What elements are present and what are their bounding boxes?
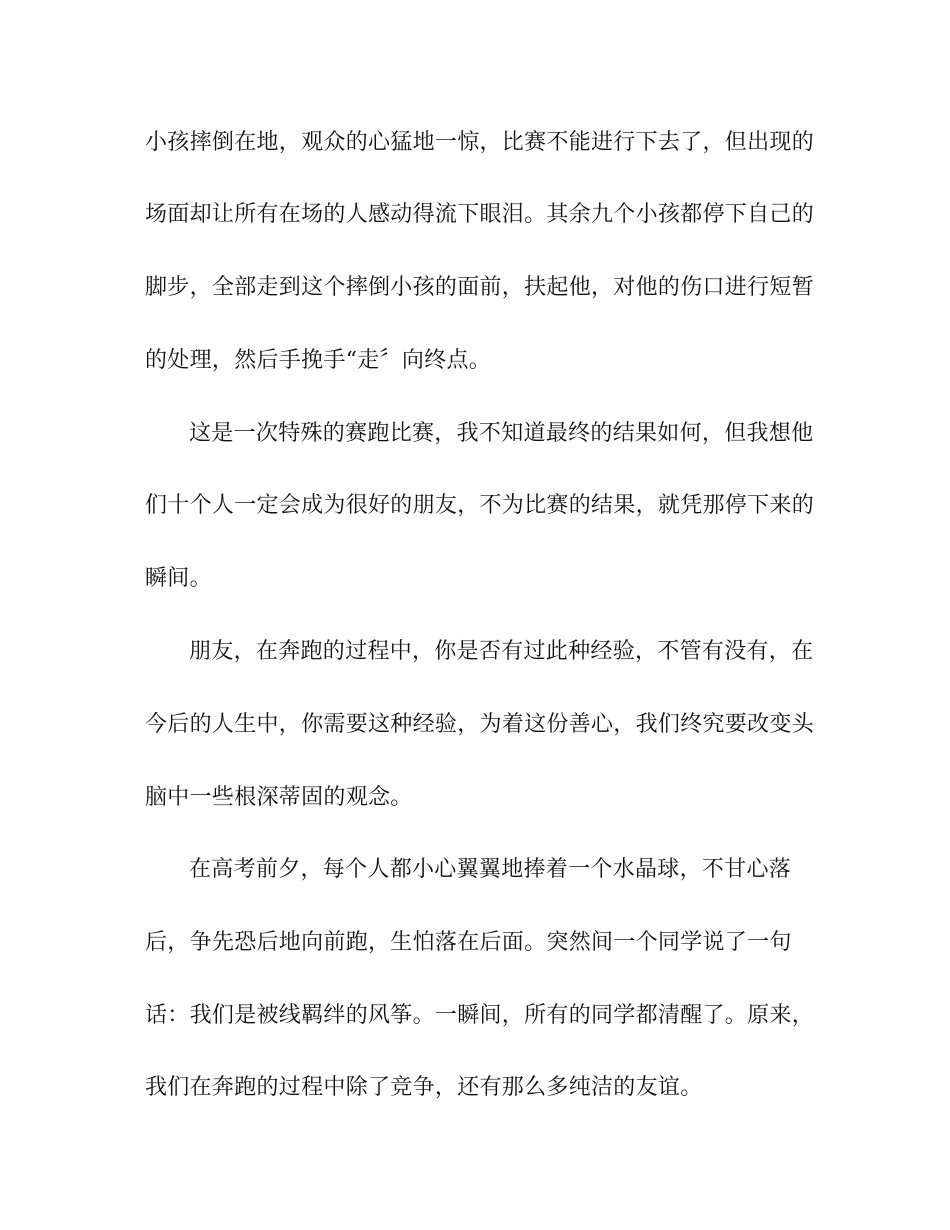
- paragraph-3-line-2: 今后的人生中，你需要这种经验，为着这份善心，我们终究要改变头: [145, 712, 815, 737]
- paragraph-4-line-1: 在高考前夕，每个人都小心翼翼地捧着一个水晶球，不甘心落: [189, 857, 792, 882]
- paragraph-1-line-2: 场面却让所有在场的人感动得流下眼泪。其余九个小孩都停下自己的: [145, 202, 815, 227]
- paragraph-1-line-1: 小孩摔倒在地，观众的心猛地一惊，比赛不能进行下去了，但出现的: [145, 130, 815, 155]
- paragraph-2-line-1: 这是一次特殊的赛跑比赛，我不知道最终的结果如何，但我想他: [189, 421, 814, 446]
- paragraph-1-line-4: 的处理，然后手挽手“走〞向终点。: [145, 348, 492, 373]
- paragraph-4-line-2: 后，争先恐后地向前跑，生怕落在后面。突然间一个同学说了一句: [145, 930, 792, 955]
- paragraph-3-line-1: 朋友，在奔跑的过程中，你是否有过此种经验，不管有没有，在: [189, 639, 814, 664]
- paragraph-1-line-3: 脚步，全部走到这个摔倒小孩的面前，扶起他，对他的伤口进行短暂: [145, 275, 815, 300]
- paragraph-4-line-3: 话：我们是被线羁绊的风筝。一瞬间，所有的同学都清醒了。原来，: [145, 1003, 815, 1028]
- paragraph-3-line-3: 脑中一些根深蒂固的观念。: [145, 785, 413, 810]
- paragraph-2-line-2: 们十个人一定会成为很好的朋友，不为比赛的结果，就凭那停下来的: [145, 493, 815, 518]
- paragraph-4-line-4: 我们在奔跑的过程中除了竞争，还有那么多纯洁的友谊。: [145, 1075, 703, 1100]
- paragraph-2-line-3: 瞬间。: [145, 566, 212, 591]
